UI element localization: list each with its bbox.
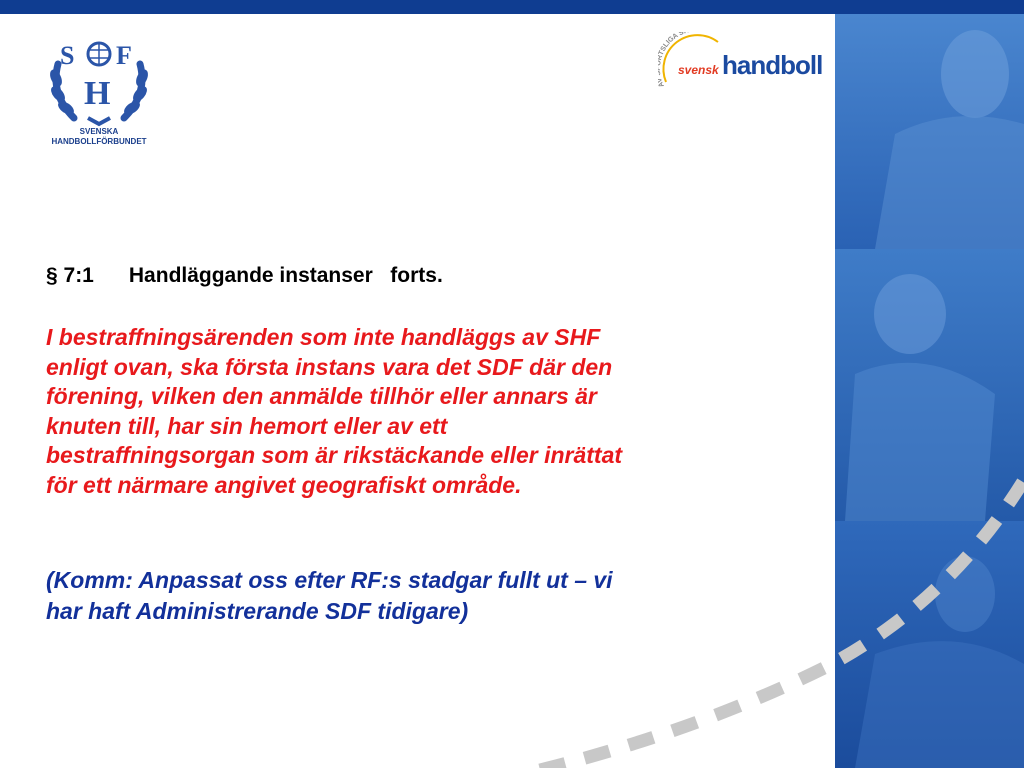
comment-line: (Komm: Anpassat oss efter RF:s stadgar fullt ut – vi [46, 567, 613, 593]
svg-text:H: H [84, 75, 111, 112]
logo-word-svensk: svensk [678, 63, 719, 77]
section-heading [46, 264, 443, 288]
rule-text-line: I bestraffningsärenden som inte handläggs av SHF [46, 324, 601, 350]
rule-text-line: knuten till, har sin hemort eller av ett [46, 412, 448, 439]
rule-text-paragraph [46, 323, 806, 500]
rule-text-line: enligt ovan, ska första instans vara det SDF där den [46, 353, 613, 380]
comment-line: har haft Administrerande SDF tidigare) [46, 598, 469, 624]
svg-text:S: S [60, 41, 75, 70]
federation-name-caption [40, 127, 158, 147]
caption-line-1: SVENSKA [79, 127, 119, 136]
comment-paragraph [46, 565, 806, 627]
logo-arc-text: A TSLIGA S [658, 32, 686, 89]
svg-text:F: F [116, 41, 132, 70]
section-title: Handläggande instanser [128, 264, 373, 287]
rule-text-line: bestraffningsorgan som är rikstäckande eller inrättat [46, 442, 623, 468]
rule-text-line: för ett närmare angivet geografiskt område. [46, 471, 522, 498]
handball-players-photo-strip [835, 14, 1024, 768]
rule-text-line: förening, vilken den anmälde tillhör eller annars är [46, 383, 597, 409]
players-photo [835, 14, 1024, 768]
logo-word-handboll: handboll [722, 50, 823, 80]
section-number: § 7:1 [46, 264, 94, 287]
section-suffix: forts. [390, 264, 443, 287]
caption-line-2: HANDBOLLFÖRBUNDET [51, 137, 147, 146]
top-bar [0, 0, 1024, 14]
